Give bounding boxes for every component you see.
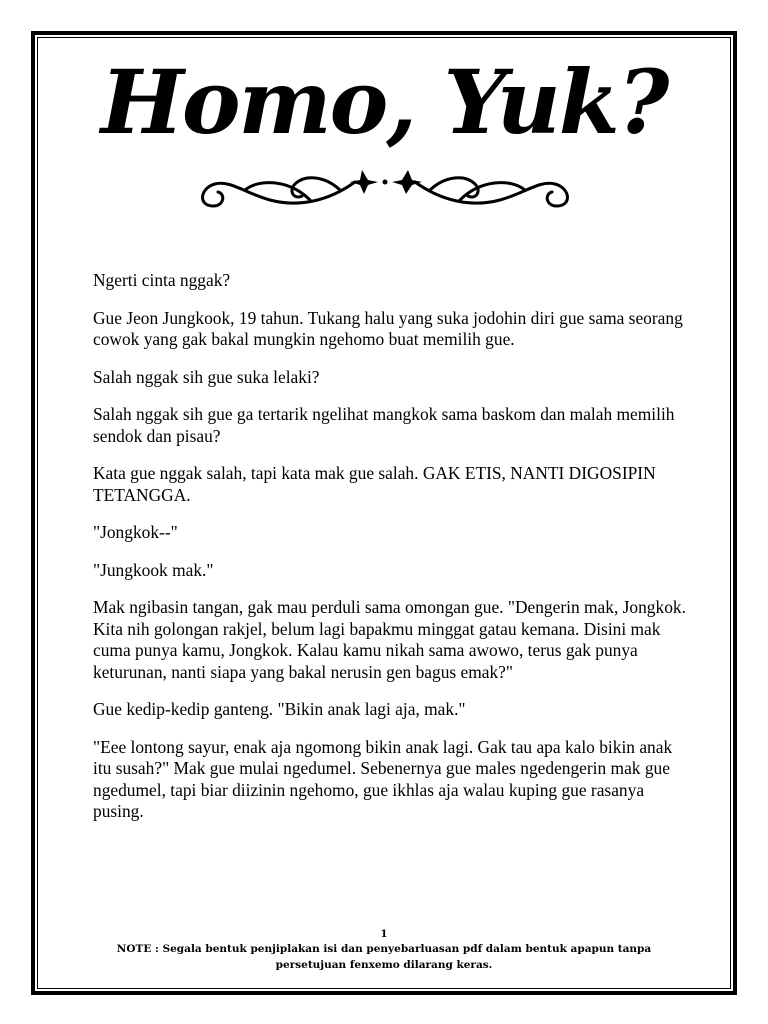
paragraph: Salah nggak sih gue suka lelaki? xyxy=(93,366,320,387)
swirl-divider-icon xyxy=(190,160,580,220)
paragraph: "Jongkok--" xyxy=(93,522,178,542)
paragraph: Kata gue nggak salah, tapi kata mak gue salah. GAK ETIS, NANTI DIGOSIPIN TETANGGA. xyxy=(93,463,656,505)
page-title: Homo, Yuk? xyxy=(100,50,668,154)
story-text xyxy=(93,270,693,839)
paragraph: Gue Jeon Jungkook, 19 tahun. Tukang halu yang suka jodohin diri gue sama seorang cowok yang gak bakal mungkin ngehomo buat memilih gue. xyxy=(93,307,683,349)
paragraph: Ngerti cinta nggak? xyxy=(93,270,231,290)
paragraph: "Eee lontong sayur, enak aja ngomong bikin anak lagi. Gak tau apa kalo bikin anak itu susah?" Mak gue mulai ngedumel. Sebenernya gue males ngedengerin mak gue ngedumel, tapi biar diizinin ngehomo, gue ikhlas aja walau kuping gue rasanya pusing. xyxy=(93,736,673,821)
paragraph: Salah nggak sih gue ga tertarik ngelihat mangkok sama baskom dan malah memilih sendok dan pisau? xyxy=(93,404,675,446)
copyright-note: NOTE : Segala bentuk penjiplakan isi dan penyebarluasan pdf dalam bentuk apapun tanpa persetujuan fenxemo dilarang keras. xyxy=(116,943,652,971)
paragraph: Mak ngibasin tangan, gak mau perduli sama omongan gue. "Dengerin mak, Jongkok. Kita nih golongan rakjel, belum lagi bapakmu minggat gatau kemana. Disini mak cuma punya kamu, Jongkok. Kalau kamu nikah sama awowo, terus gak punya keturunan, nanti siapa yang bakal nerusin gen bagus emak?" xyxy=(93,597,686,682)
page-number: 1 xyxy=(380,929,388,940)
paragraph: Gue kedip-kedip ganteng. "Bikin anak lagi aja, mak." xyxy=(93,699,466,719)
paragraph: "Jungkook mak." xyxy=(93,559,214,580)
